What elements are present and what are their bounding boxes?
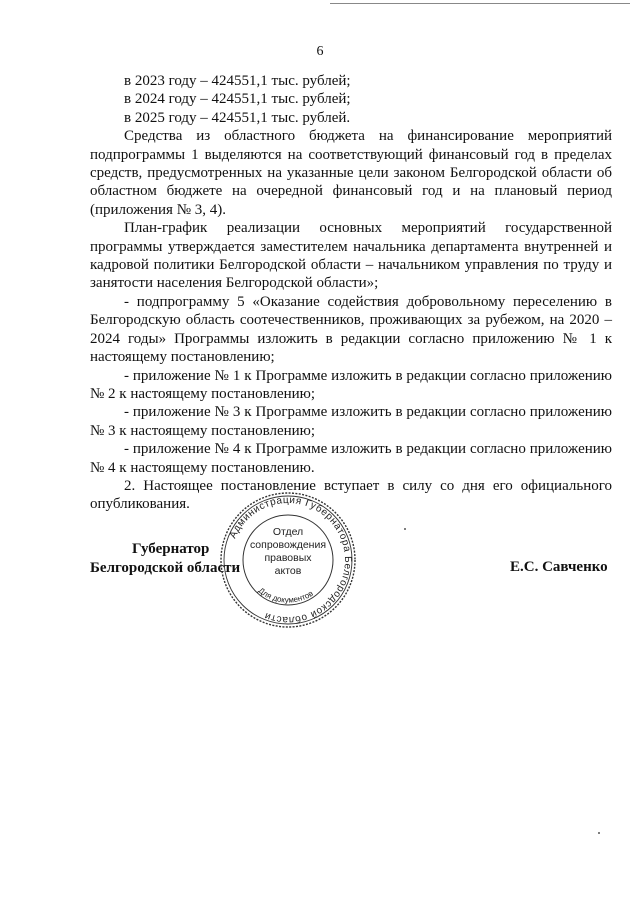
stamp-center-line-2: сопровождения xyxy=(249,539,327,551)
paragraph-appendix-4: - приложение № 4 к Программе изложить в редакции согласно приложению № 4 к настоящему постановлению. xyxy=(90,441,612,476)
scan-speck xyxy=(404,528,406,530)
stamp-bottom-text: Для документов xyxy=(256,585,315,605)
signatory-title-line-1: Губернатор xyxy=(132,541,210,557)
funding-line-2024: в 2024 году – 424551,1 тыс. рублей; xyxy=(124,91,351,108)
paragraph-effective-date: 2. Настоящее постановление вступает в силу со дня его официального опубликования. xyxy=(90,477,612,513)
stamp-center-line-3: правовых xyxy=(264,552,312,564)
paragraph-appendix-3: - приложение № 3 к Программе изложить в редакции согласно приложению № 3 к настоящему постановлению; xyxy=(90,404,612,439)
signatory-title-line-2: Белгородской области xyxy=(90,560,241,576)
stamp-ring-text: Администрация Губернатора Белгородской области xyxy=(227,494,354,626)
stamp-center-text xyxy=(248,526,328,578)
paragraph-appendix-1: - приложение № 1 к Программе изложить в редакции согласно приложению № 2 к настоящему постановлению; xyxy=(90,367,612,402)
stamp-center-line-4: актов xyxy=(274,565,302,577)
paragraph-schedule: План-график реализации основных мероприятий государственной программы утверждается заместителем начальника департамента внутренней и кадровой политики Белгородской области – начальником управления по труду и занятости населения Белгородской области»; xyxy=(90,220,612,292)
svg-text:Для документов xyxy=(257,586,315,605)
funding-line-2023: в 2023 году – 424551,1 тыс. рублей; xyxy=(124,73,351,89)
paragraph-funding-source: Средства из областного бюджета на финансирование мероприятий подпрограммы 1 выделяются на соответствующий финансовый год в пределах средств, предусмотренных на указанные цели законом Белгородской области об областном бюджете на очередной финансовый год и на плановый период (приложения № 3, 4). xyxy=(90,128,612,218)
top-edge-line xyxy=(330,3,630,4)
official-stamp xyxy=(218,490,358,630)
stamp-center-line-1: Отдел xyxy=(272,526,304,538)
page-number: 6 xyxy=(316,44,324,59)
funding-line-2025: в 2025 году – 424551,1 тыс. рублей. xyxy=(124,109,351,126)
signatory-name: Е.С. Савченко xyxy=(510,559,608,575)
document-body xyxy=(90,72,612,514)
scan-speck xyxy=(598,832,600,834)
paragraph-subprogram-5: - подпрограмму 5 «Оказание содействия добровольному переселению в Белгородскую область соотечественников, проживающих за рубежом, на 2020 – 2024 годы» Программы изложить в редакции согласно приложению № 1 к настоящему постановлению; xyxy=(90,293,612,366)
